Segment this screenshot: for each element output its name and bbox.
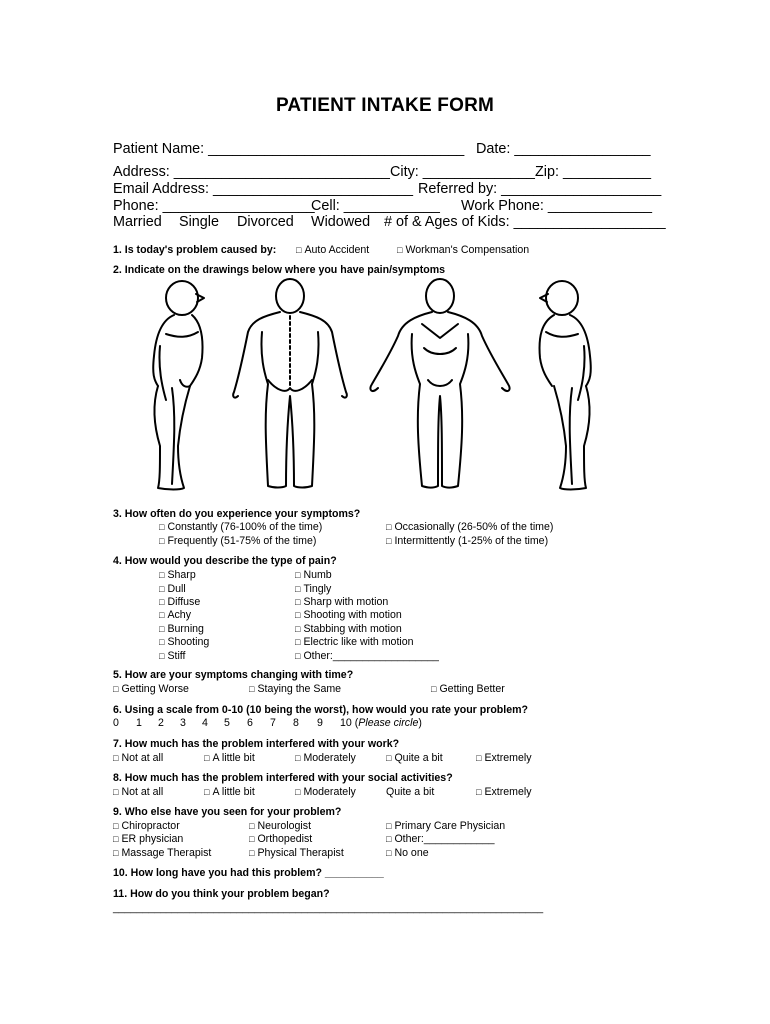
checkbox-icon: □ bbox=[113, 753, 119, 763]
body-diagram[interactable] bbox=[140, 276, 620, 498]
marital-single[interactable]: Single bbox=[179, 214, 220, 230]
q8-option-a-little-bit[interactable]: □ A little bit bbox=[204, 786, 255, 798]
cell-field[interactable]: Cell: ____________ bbox=[311, 198, 440, 214]
checkbox-icon: □ bbox=[204, 753, 210, 763]
q9-option-primary-care[interactable]: □ Primary Care Physician bbox=[386, 820, 506, 832]
body-side-view-left[interactable] bbox=[153, 281, 204, 490]
checkbox-icon: □ bbox=[386, 834, 392, 844]
checkbox-icon: □ bbox=[431, 684, 437, 694]
q4-option-electric[interactable]: □ Electric like with motion bbox=[295, 636, 414, 648]
checkbox-icon: □ bbox=[397, 245, 403, 255]
q4-option-stiff[interactable]: □ Stiff bbox=[159, 650, 186, 662]
checkbox-icon: □ bbox=[159, 522, 165, 532]
q9-option-other[interactable]: □ Other:____________ bbox=[386, 833, 495, 845]
q6-label: 6. Using a scale from 0-10 (10 being the worst), how would you rate your problem? bbox=[113, 704, 528, 716]
zip-field[interactable]: Zip: ___________ bbox=[535, 164, 652, 180]
q7-option-moderately[interactable]: □ Moderately bbox=[295, 752, 356, 764]
checkbox-icon: □ bbox=[159, 651, 165, 661]
q6-scale-2[interactable]: 2 bbox=[158, 717, 164, 729]
q4-option-other[interactable]: □ Other:__________________ bbox=[295, 650, 439, 662]
q6-scale-note: 10 (Please circle) bbox=[340, 717, 422, 729]
work-phone-field[interactable]: Work Phone: _____________ bbox=[461, 198, 652, 214]
checkbox-icon: □ bbox=[476, 787, 482, 797]
email-field[interactable]: Email Address: _________________________ bbox=[113, 181, 414, 197]
checkbox-icon: □ bbox=[295, 570, 301, 580]
checkbox-icon: □ bbox=[295, 597, 301, 607]
q9-option-physical-therapist[interactable]: □ Physical Therapist bbox=[249, 847, 344, 859]
checkbox-icon: □ bbox=[295, 651, 301, 661]
checkbox-icon: □ bbox=[159, 584, 165, 594]
checkbox-icon: □ bbox=[249, 821, 255, 831]
q4-option-tingly[interactable]: □ Tingly bbox=[295, 583, 332, 595]
q4-option-shooting-with-motion[interactable]: □ Shooting with motion bbox=[295, 609, 402, 621]
q3-option-occasionally[interactable]: □ Occasionally (26-50% of the time) bbox=[386, 521, 554, 533]
q3-option-intermittently[interactable]: □ Intermittently (1-25% of the time) bbox=[386, 535, 549, 547]
phone-field[interactable]: Phone: ___________________ bbox=[113, 198, 315, 214]
checkbox-icon: □ bbox=[159, 597, 165, 607]
page-title: PATIENT INTAKE FORM bbox=[275, 95, 495, 116]
q9-option-no-one[interactable]: □ No one bbox=[386, 847, 429, 859]
q8-option-moderately[interactable]: □ Moderately bbox=[295, 786, 356, 798]
q4-option-shooting[interactable]: □ Shooting bbox=[159, 636, 210, 648]
q1-option-workmans-comp[interactable]: □ Workman's Compensation bbox=[397, 244, 530, 256]
body-side-view-right[interactable] bbox=[540, 281, 591, 490]
q5-option-getting-better[interactable]: □ Getting Better bbox=[431, 683, 505, 695]
patient-name-field[interactable]: Patient Name: ________________________________ bbox=[113, 141, 465, 157]
q9-option-chiropractor[interactable]: □ Chiropractor bbox=[113, 820, 180, 832]
q9-option-orthopedist[interactable]: □ Orthopedist bbox=[249, 833, 313, 845]
q9-option-massage-therapist[interactable]: □ Massage Therapist bbox=[113, 847, 212, 859]
q8-option-extremely[interactable]: □ Extremely bbox=[476, 786, 532, 798]
q8-option-quite-a-bit[interactable]: Quite a bit bbox=[386, 786, 435, 798]
checkbox-icon: □ bbox=[295, 584, 301, 594]
checkbox-icon: □ bbox=[249, 834, 255, 844]
q4-option-dull[interactable]: □ Dull bbox=[159, 583, 186, 595]
city-field[interactable]: City: ______________ bbox=[390, 164, 535, 180]
q8-label: 8. How much has the problem interfered with your social activities? bbox=[113, 772, 453, 784]
q3-label: 3. How often do you experience your symptoms? bbox=[113, 508, 361, 520]
q9-option-er-physician[interactable]: □ ER physician bbox=[113, 833, 184, 845]
checkbox-icon: □ bbox=[113, 848, 119, 858]
checkbox-icon: □ bbox=[295, 753, 301, 763]
q3-option-frequently[interactable]: □ Frequently (51-75% of the time) bbox=[159, 535, 317, 547]
checkbox-icon: □ bbox=[386, 848, 392, 858]
q4-option-numb[interactable]: □ Numb bbox=[295, 569, 332, 581]
checkbox-icon: □ bbox=[295, 610, 301, 620]
q6-scale-1[interactable]: 1 bbox=[136, 717, 142, 729]
checkbox-icon: □ bbox=[159, 624, 165, 634]
q6-scale-8[interactable]: 8 bbox=[293, 717, 299, 729]
q4-option-stabbing-with-motion[interactable]: □ Stabbing with motion bbox=[295, 623, 402, 635]
q4-option-sharp-with-motion[interactable]: □ Sharp with motion bbox=[295, 596, 389, 608]
q9-label: 9. Who else have you seen for your problem? bbox=[113, 806, 342, 818]
checkbox-icon: □ bbox=[113, 684, 119, 694]
body-front-view[interactable] bbox=[370, 279, 509, 488]
marital-divorced[interactable]: Divorced bbox=[237, 214, 294, 230]
q6-scale-3[interactable]: 3 bbox=[180, 717, 186, 729]
q5-option-getting-worse[interactable]: □ Getting Worse bbox=[113, 683, 189, 695]
checkbox-icon: □ bbox=[295, 637, 301, 647]
q2-label: 2. Indicate on the drawings below where you have pain/symptoms bbox=[113, 264, 446, 276]
checkbox-icon: □ bbox=[159, 610, 165, 620]
q6-scale-4[interactable]: 4 bbox=[202, 717, 208, 729]
checkbox-icon: □ bbox=[159, 570, 165, 580]
checkbox-icon: □ bbox=[159, 637, 165, 647]
q7-label: 7. How much has the problem interfered with your work? bbox=[113, 738, 400, 750]
checkbox-icon: □ bbox=[476, 753, 482, 763]
marital-married[interactable]: Married bbox=[113, 214, 162, 230]
q7-option-extremely[interactable]: □ Extremely bbox=[476, 752, 532, 764]
address-field[interactable]: Address: ___________________________ bbox=[113, 164, 390, 180]
q5-option-staying-same[interactable]: □ Staying the Same bbox=[249, 683, 342, 695]
q1-label: 1. Is today's problem caused by: bbox=[113, 244, 277, 256]
checkbox-icon: □ bbox=[295, 624, 301, 634]
q6-scale-5[interactable]: 5 bbox=[224, 717, 230, 729]
checkbox-icon: □ bbox=[159, 536, 165, 546]
q7-option-not-at-all[interactable]: □ Not at all bbox=[113, 752, 164, 764]
body-back-view[interactable] bbox=[233, 279, 347, 488]
q11-label: 11. How do you think your problem began? bbox=[113, 888, 330, 900]
q6-scale-7[interactable]: 7 bbox=[270, 717, 276, 729]
q4-option-achy[interactable]: □ Achy bbox=[159, 609, 191, 621]
q4-option-sharp[interactable]: □ Sharp bbox=[159, 569, 196, 581]
checkbox-icon: □ bbox=[249, 684, 255, 694]
checkbox-icon: □ bbox=[386, 753, 392, 763]
q5-label: 5. How are your symptoms changing with time? bbox=[113, 669, 354, 681]
q7-option-a-little-bit[interactable]: □ A little bit bbox=[204, 752, 255, 764]
q11-answer-line[interactable]: _________________________________________________________________________ bbox=[113, 902, 544, 914]
q3-option-constantly[interactable]: □ Constantly (76-100% of the time) bbox=[159, 521, 323, 533]
q1-option-auto-accident[interactable]: □ Auto Accident bbox=[296, 244, 370, 256]
kids-field[interactable]: # of & Ages of Kids: ___________________ bbox=[384, 214, 666, 230]
checkbox-icon: □ bbox=[386, 522, 392, 532]
q4-option-burning[interactable]: □ Burning bbox=[159, 623, 204, 635]
marital-widowed[interactable]: Widowed bbox=[311, 214, 371, 230]
q7-option-quite-a-bit[interactable]: □ Quite a bit bbox=[386, 752, 443, 764]
checkbox-icon: □ bbox=[386, 821, 392, 831]
please-circle-note: Please circle bbox=[358, 717, 419, 729]
q6-scale-10[interactable]: 10 bbox=[340, 717, 352, 729]
q9-option-neurologist[interactable]: □ Neurologist bbox=[249, 820, 312, 832]
q4-label: 4. How would you describe the type of pain? bbox=[113, 555, 337, 567]
checkbox-icon: □ bbox=[296, 245, 302, 255]
q4-option-diffuse[interactable]: □ Diffuse bbox=[159, 596, 201, 608]
q6-scale-6[interactable]: 6 bbox=[247, 717, 253, 729]
q6-scale-9[interactable]: 9 bbox=[317, 717, 323, 729]
checkbox-icon: □ bbox=[113, 834, 119, 844]
checkbox-icon: □ bbox=[113, 821, 119, 831]
checkbox-icon: □ bbox=[386, 536, 392, 546]
checkbox-icon: □ bbox=[113, 787, 119, 797]
q10-label[interactable]: 10. How long have you had this problem? __________ bbox=[113, 867, 384, 879]
checkbox-icon: □ bbox=[204, 787, 210, 797]
referred-by-field[interactable]: Referred by: ____________________ bbox=[418, 181, 662, 197]
q6-scale-0[interactable]: 0 bbox=[113, 717, 119, 729]
checkbox-icon: □ bbox=[295, 787, 301, 797]
checkbox-icon: □ bbox=[249, 848, 255, 858]
date-field[interactable]: Date: _________________ bbox=[476, 141, 651, 157]
q8-option-not-at-all[interactable]: □ Not at all bbox=[113, 786, 164, 798]
